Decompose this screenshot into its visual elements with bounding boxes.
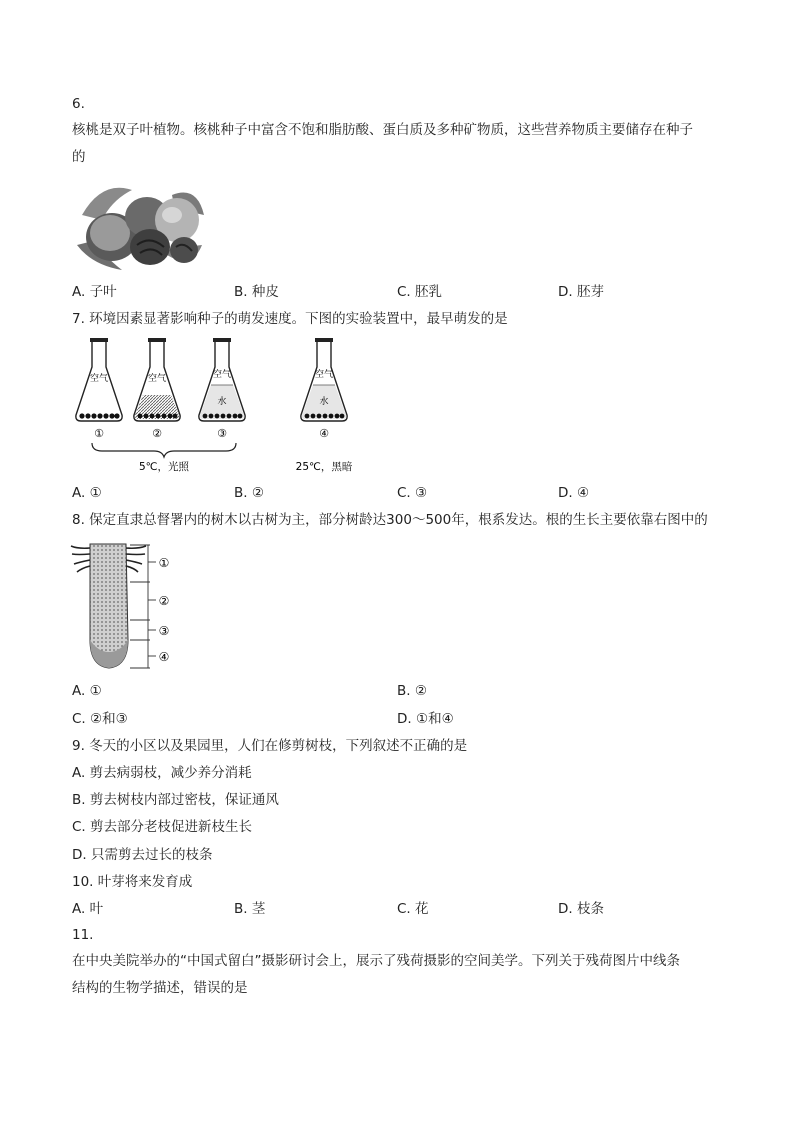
q8-option-b[interactable]: B. ② xyxy=(397,683,427,699)
q7-stem: 7. 环境因素显著影响种子的萌发速度。下图的实验装置中，最早萌发的是 xyxy=(72,311,508,327)
q8-option-c[interactable]: C. ②和③ xyxy=(72,711,128,727)
q9-option-b[interactable]: B. 剪去树枝内部过密枝，保证通风 xyxy=(72,792,279,808)
germination-flasks-figure xyxy=(72,337,372,477)
flask-3-air-label: 空气 xyxy=(212,370,232,380)
q9-option-c[interactable]: C. 剪去部分老枝促进新枝生长 xyxy=(72,819,253,835)
root-region-3-label: ③ xyxy=(158,624,170,638)
root-region-4-label: ④ xyxy=(158,650,170,664)
flask-1 xyxy=(76,338,122,440)
q7-option-a[interactable]: A. ① xyxy=(72,485,102,501)
flask-3-label: ③ xyxy=(217,427,227,440)
q6-option-d[interactable]: D. 胚芽 xyxy=(558,284,604,300)
group-brace xyxy=(92,443,236,457)
q10-option-b[interactable]: B. 茎 xyxy=(234,901,266,917)
flask-1-air-label: 空气 xyxy=(89,374,109,384)
q6-number: 6. xyxy=(72,96,85,112)
flask-2-label: ② xyxy=(152,427,162,440)
flask-2-air-label: 空气 xyxy=(147,374,167,384)
flask-1-label: ① xyxy=(94,427,104,440)
q9-stem: 9. 冬天的小区以及果园里，人们在修剪树枝，下列叙述不正确的是 xyxy=(72,738,468,754)
q6-option-a[interactable]: A. 子叶 xyxy=(72,284,117,300)
q8-option-d[interactable]: D. ①和④ xyxy=(397,711,454,727)
q10-option-a[interactable]: A. 叶 xyxy=(72,901,104,917)
root-region-1-label: ① xyxy=(158,556,170,570)
q10-option-c[interactable]: C. 花 xyxy=(397,901,429,917)
flask-4 xyxy=(301,338,347,440)
group2-condition: 25℃，黑暗 xyxy=(295,461,353,473)
q10-option-d[interactable]: D. 枝条 xyxy=(558,901,604,917)
flask-4-water-label: 水 xyxy=(319,397,329,407)
flask-2 xyxy=(134,338,180,440)
q11-stem-line1: 在中央美院举办的“中国式留白”摄影研讨会上，展示了残荷摄影的空间美学。下列关于残荷图片中线条 xyxy=(72,953,680,969)
flask-3 xyxy=(199,338,245,440)
q11-stem-line2: 结构的生物学描述，错误的是 xyxy=(72,980,248,996)
q11-number: 11. xyxy=(72,927,94,943)
q7-option-d[interactable]: D. ④ xyxy=(558,485,590,501)
flask-3-water-label: 水 xyxy=(217,397,227,407)
q9-option-a[interactable]: A. 剪去病弱枝，减少养分消耗 xyxy=(72,765,252,781)
q6-option-b[interactable]: B. 种皮 xyxy=(234,284,279,300)
group1-condition: 5℃，光照 xyxy=(139,461,189,473)
flask-4-label: ④ xyxy=(319,427,329,440)
q7-option-c[interactable]: C. ③ xyxy=(397,485,428,501)
q9-option-d[interactable]: D. 只需剪去过长的枝条 xyxy=(72,847,213,863)
walnut-photo xyxy=(72,175,208,273)
q8-stem: 8. 保定直隶总督署内的树木以古树为主，部分树龄达300～500年，根系发达。根的生长主要依靠右图中的 xyxy=(72,512,708,528)
root-region-2-label: ② xyxy=(158,594,170,608)
flask-4-air-label: 空气 xyxy=(314,370,334,380)
q6-option-c[interactable]: C. 胚乳 xyxy=(397,284,443,300)
root-tip-figure xyxy=(68,540,178,672)
q8-option-a[interactable]: A. ① xyxy=(72,683,102,699)
q6-stem-line2: 的 xyxy=(72,149,86,165)
q7-option-b[interactable]: B. ② xyxy=(234,485,264,501)
q10-stem: 10. 叶芽将来发育成 xyxy=(72,874,193,890)
q6-stem-line1: 核桃是双子叶植物。核桃种子中富含不饱和脂肪酸、蛋白质及多种矿物质，这些营养物质主要储存在种子 xyxy=(72,122,693,138)
